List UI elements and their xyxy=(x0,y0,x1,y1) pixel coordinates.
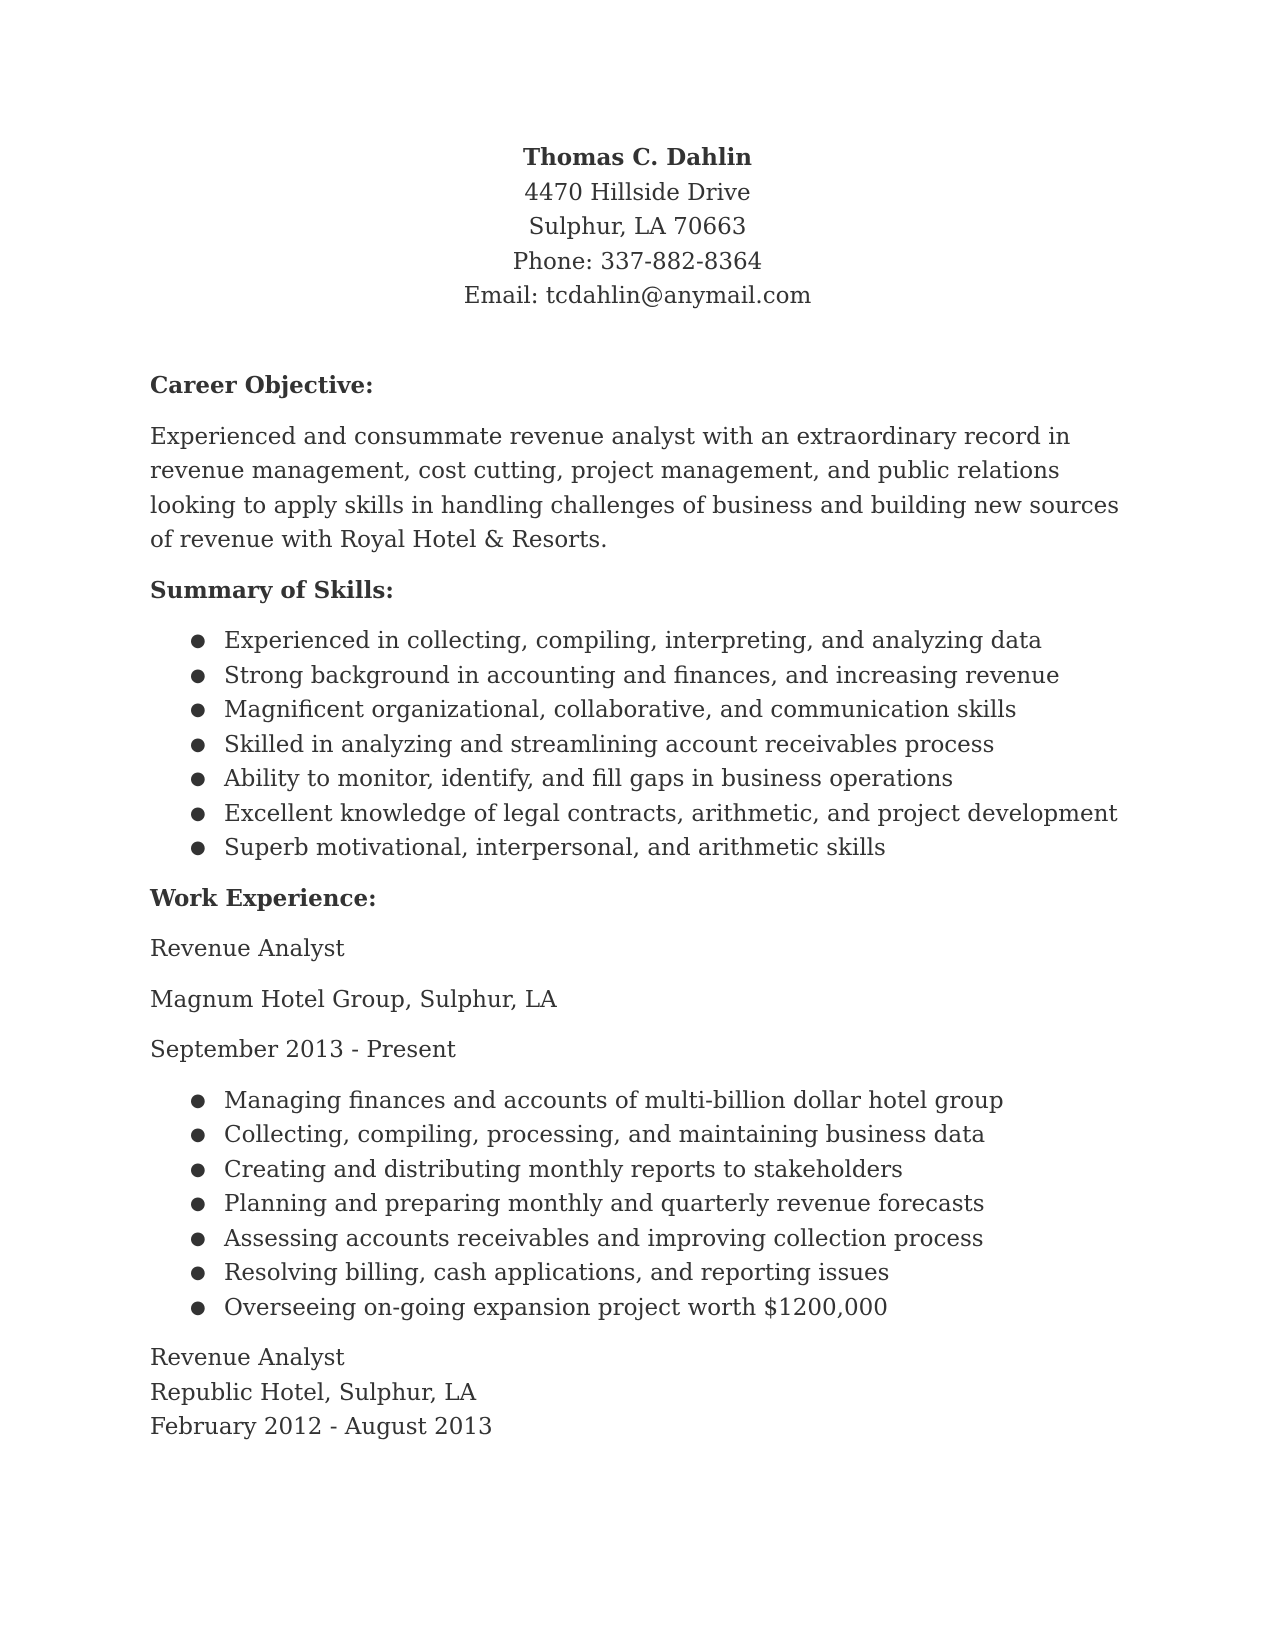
applicant-name: Thomas C. Dahlin xyxy=(522,144,753,171)
job-title: Revenue Analyst xyxy=(150,936,345,962)
list-item xyxy=(150,1118,1130,1153)
bullet-icon: ● xyxy=(190,802,206,824)
list-item xyxy=(150,624,1130,659)
skill-text: Excellent knowledge of legal contracts, arithmetic, and project development xyxy=(224,800,1118,827)
job-company: Republic Hotel, Sulphur, LA xyxy=(150,1379,477,1406)
duty-text: Planning and preparing monthly and quarterly revenue forecasts xyxy=(224,1191,985,1217)
skills-heading: Summary of Skills: xyxy=(150,576,394,604)
experience-heading: Work Experience: xyxy=(150,884,377,912)
bullet-icon: ● xyxy=(190,1262,206,1283)
list-item xyxy=(150,1256,1130,1291)
list-item xyxy=(150,1084,1130,1119)
duty-text: Managing finances and accounts of multi-billion dollar hotel group xyxy=(224,1087,1004,1114)
duty-text: Resolving billing, cash applications, and reporting issues xyxy=(224,1260,890,1286)
job-company: Magnum Hotel Group, Sulphur, LA xyxy=(150,986,557,1013)
job-title: Revenue Analyst xyxy=(150,1345,345,1371)
skill-text: Magnificent organizational, collaborative, and communication skills xyxy=(224,697,1017,723)
skill-text: Ability to monitor, identify, and fill gaps in business operations xyxy=(224,766,954,792)
list-item xyxy=(150,831,1130,866)
bullet-icon: ● xyxy=(190,630,206,651)
bullet-icon: ● xyxy=(190,768,206,789)
phone-number: Phone: 337-882-8364 xyxy=(512,248,763,275)
address-line-2: Sulphur, LA 70663 xyxy=(528,214,747,240)
bullet-icon: ● xyxy=(190,837,206,858)
bullet-icon: ● xyxy=(190,1296,206,1318)
job-dates: February 2012 - August 2013 xyxy=(150,1414,493,1440)
resume-body xyxy=(150,369,1130,1445)
objective-text: Experienced and consummate revenue analyst with an extraordinary record in revenue management, cost cutting, project management, and public relations looking to apply skills in handling challenges of business and building new sources of revenue with Royal Hotel & Resorts. xyxy=(150,423,1120,553)
bullet-icon: ● xyxy=(190,1158,206,1180)
skill-text: Experienced in collecting, compiling, interpreting, and analyzing data xyxy=(224,628,1043,654)
bullet-icon: ● xyxy=(190,664,206,686)
list-item xyxy=(150,659,1130,694)
duty-text: Creating and distributing monthly reports to stakeholders xyxy=(224,1156,903,1183)
list-item xyxy=(150,797,1130,832)
list-item xyxy=(150,1222,1130,1257)
bullet-icon: ● xyxy=(190,699,206,720)
list-item xyxy=(150,762,1130,797)
skill-text: Skilled in analyzing and streamlining account receivables process xyxy=(224,731,995,758)
list-item xyxy=(150,693,1130,728)
skill-text: Strong background in accounting and finances, and increasing revenue xyxy=(224,662,1060,689)
bullet-icon: ● xyxy=(190,1193,206,1214)
email-address: Email: tcdahlin@anymail.com xyxy=(463,283,812,309)
bullet-icon: ● xyxy=(190,1089,206,1111)
bullet-icon: ● xyxy=(190,1124,206,1145)
duty-text: Assessing accounts receivables and improving collection process xyxy=(224,1225,984,1252)
bullet-icon: ● xyxy=(190,733,206,755)
duties-list xyxy=(150,1084,1130,1326)
objective-heading: Career Objective: xyxy=(150,372,374,399)
list-item xyxy=(150,1187,1130,1222)
duty-text: Overseeing on-going expansion project worth $1200,000 xyxy=(224,1294,888,1321)
skills-list xyxy=(150,624,1130,866)
bullet-icon: ● xyxy=(190,1227,206,1249)
address-line-1: 4470 Hillside Drive xyxy=(524,179,751,206)
skill-text: Superb motivational, interpersonal, and arithmetic skills xyxy=(224,835,886,861)
list-item xyxy=(150,1153,1130,1188)
contact-header xyxy=(0,141,1275,314)
list-item xyxy=(150,728,1130,763)
list-item xyxy=(150,1291,1130,1326)
duty-text: Collecting, compiling, processing, and maintaining business data xyxy=(224,1122,986,1148)
job-dates: September 2013 - Present xyxy=(150,1037,456,1063)
